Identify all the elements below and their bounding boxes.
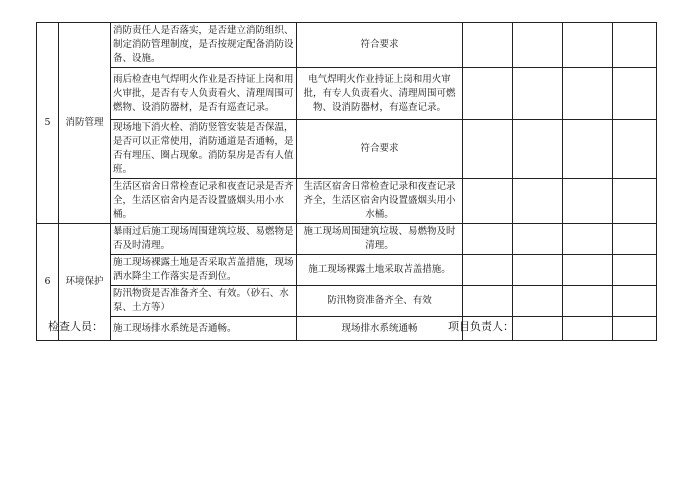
result-cell: 符合要求 bbox=[297, 23, 463, 68]
result-cell: 施工现场裸露土地采取苫盖措施。 bbox=[297, 255, 463, 286]
item-number: 6 bbox=[37, 224, 59, 341]
requirement-cell: 防汛物资是否准备齐全、有效。（砂石、水泵、土方等） bbox=[111, 286, 297, 317]
empty-cell bbox=[513, 179, 563, 224]
empty-cell bbox=[563, 23, 613, 68]
table-row bbox=[37, 23, 657, 68]
result-cell: 生活区宿舍日常检查记录和夜查记录齐全，生活区宿舍内设置盛烟头用小水桶。 bbox=[297, 179, 463, 224]
result-cell: 电气焊明火作业持证上岗和用火审批，有专人负责看火、清理周围可燃物、设消防器材，有巡查记录。 bbox=[297, 68, 463, 120]
empty-cell bbox=[563, 317, 613, 341]
result-cell: 符合要求 bbox=[297, 120, 463, 179]
table-row bbox=[37, 224, 657, 255]
empty-cell bbox=[613, 286, 657, 317]
table-row bbox=[37, 179, 657, 224]
empty-cell bbox=[513, 286, 563, 317]
result-cell: 现场排水系统通畅 bbox=[297, 317, 463, 341]
empty-cell bbox=[613, 255, 657, 286]
item-number: 5 bbox=[37, 23, 59, 224]
empty-cell bbox=[463, 286, 513, 317]
requirement-cell: 现场地下消火栓、消防竖管安装是否保温，是否可以正常使用，消防通道是否通畅，是否有埋压、圈占现象。消防泵房是否有人值班。 bbox=[111, 120, 297, 179]
empty-cell bbox=[463, 255, 513, 286]
empty-cell bbox=[613, 23, 657, 68]
requirement-cell: 暴雨过后施工现场周围建筑垃圾、易燃物是否及时清理。 bbox=[111, 224, 297, 255]
empty-cell bbox=[463, 120, 513, 179]
empty-cell bbox=[513, 120, 563, 179]
empty-cell bbox=[463, 224, 513, 255]
empty-cell bbox=[563, 224, 613, 255]
table-row bbox=[37, 120, 657, 179]
empty-cell bbox=[463, 68, 513, 120]
table-row bbox=[37, 68, 657, 120]
category-label: 环境保护 bbox=[59, 224, 111, 341]
empty-cell bbox=[563, 68, 613, 120]
table-row bbox=[37, 255, 657, 286]
table-row bbox=[37, 317, 657, 341]
empty-cell bbox=[613, 120, 657, 179]
requirement-cell: 生活区宿舍日常检查记录和夜查记录是否齐全，生活区宿舍内是否设置盛烟头用小水桶。 bbox=[111, 179, 297, 224]
result-cell: 防汛物资准备齐全、有效 bbox=[297, 286, 463, 317]
empty-cell bbox=[563, 120, 613, 179]
empty-cell bbox=[513, 255, 563, 286]
empty-cell bbox=[563, 179, 613, 224]
empty-cell bbox=[463, 179, 513, 224]
empty-cell bbox=[513, 23, 563, 68]
empty-cell bbox=[463, 23, 513, 68]
requirement-cell: 施工现场裸露土地是否采取苫盖措施，现场洒水降尘工作落实是否到位。 bbox=[111, 255, 297, 286]
requirement-cell: 雨后检查电气焊明火作业是否持证上岗和用火审批，是否有专人负责看火、清理周围可燃物、设消防器材，是否有巡查记录。 bbox=[111, 68, 297, 120]
empty-cell bbox=[513, 68, 563, 120]
empty-cell bbox=[563, 286, 613, 317]
category-label: 消防管理 bbox=[59, 23, 111, 224]
result-cell: 施工现场周围建筑垃圾、易燃物及时清理。 bbox=[297, 224, 463, 255]
empty-cell bbox=[613, 179, 657, 224]
manager-signature-label: 项目负责人： bbox=[448, 320, 514, 333]
empty-cell bbox=[513, 317, 563, 341]
empty-cell bbox=[613, 224, 657, 255]
inspection-table-container bbox=[36, 22, 656, 341]
empty-cell bbox=[613, 317, 657, 341]
inspector-signature-label: 检查人员： bbox=[48, 320, 103, 333]
empty-cell bbox=[613, 68, 657, 120]
inspection-table bbox=[36, 22, 657, 341]
empty-cell bbox=[513, 224, 563, 255]
requirement-cell: 消防责任人是否落实，是否建立消防组织、制定消防管理制度，是否按规定配备消防设备、设施。 bbox=[111, 23, 297, 68]
table-row bbox=[37, 286, 657, 317]
requirement-cell: 施工现场排水系统是否通畅。 bbox=[111, 317, 297, 341]
empty-cell bbox=[563, 255, 613, 286]
